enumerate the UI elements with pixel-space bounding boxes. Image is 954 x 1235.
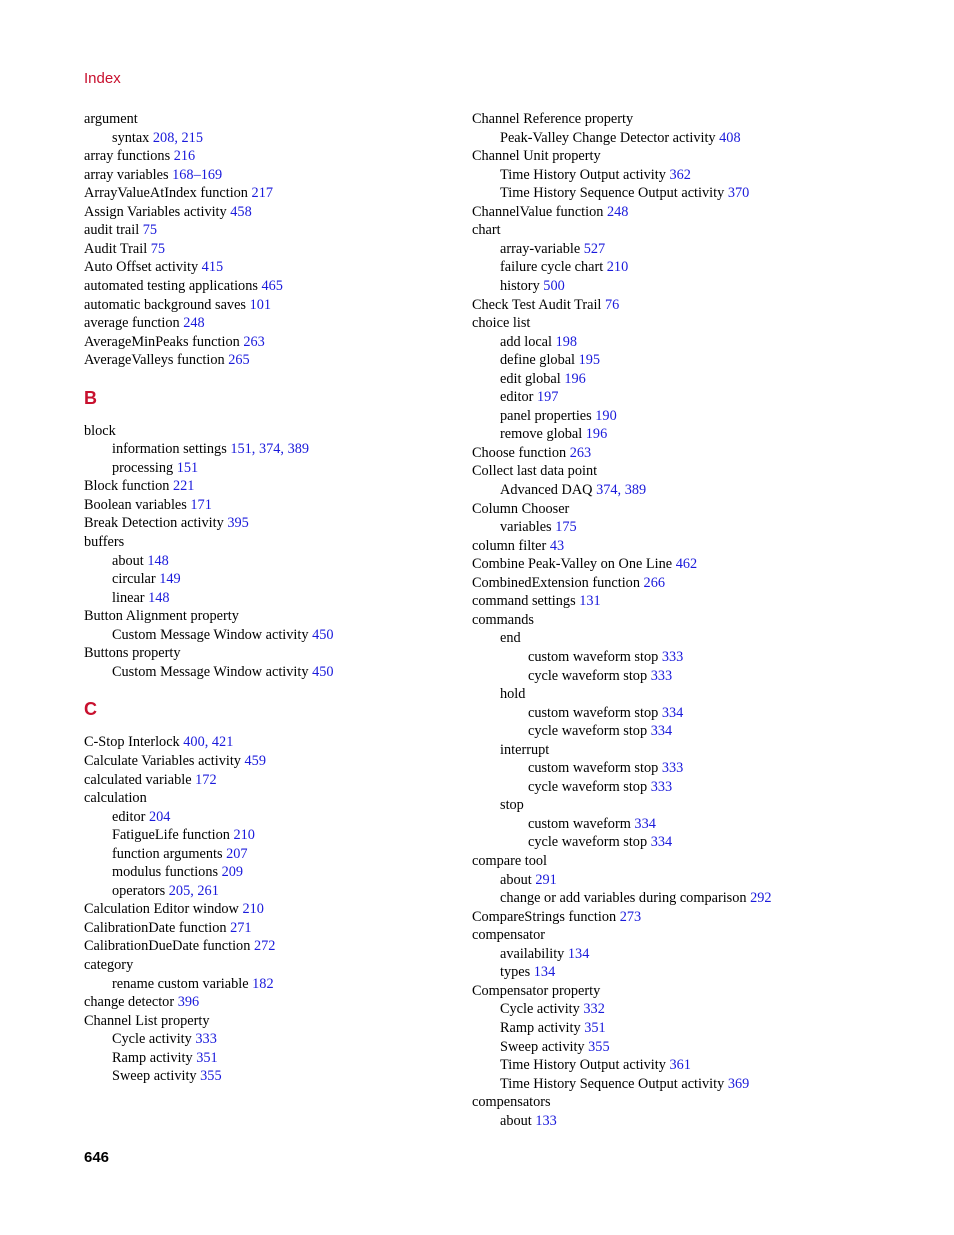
index-term: average function: [84, 315, 180, 332]
index-term: argument: [84, 111, 138, 127]
index-entry: [500, 741, 549, 759]
index-term: stop: [500, 797, 524, 814]
page-link[interactable]: 408: [719, 129, 741, 146]
index-term: Time History Output activity: [500, 1057, 666, 1074]
index-term: Sweep activity: [112, 1068, 197, 1085]
running-header: Index: [84, 70, 121, 87]
index-term: processing: [112, 459, 174, 476]
index-term: change or add variables during comparison: [500, 890, 747, 907]
index-term: CompareStrings function: [472, 908, 617, 925]
index-term: hold: [500, 686, 526, 703]
page-link[interactable]: 400: [183, 734, 205, 751]
page-link[interactable]: 215: [181, 129, 203, 146]
page-link[interactable]: 221: [172, 478, 195, 495]
page-link[interactable]: 465: [261, 277, 283, 294]
index-term: panel properties: [500, 407, 592, 424]
index-entry: [500, 1000, 605, 1018]
index-entry: [500, 796, 524, 814]
page-link[interactable]: 333: [661, 760, 684, 777]
page-link[interactable]: 134: [533, 964, 556, 981]
index-term: history: [500, 277, 540, 294]
page-link[interactable]: 334: [661, 704, 684, 721]
index-term: FatigueLife function: [112, 827, 230, 844]
page-link[interactable]: 248: [607, 203, 629, 220]
index-term: Calculate Variables activity: [84, 752, 241, 769]
page-link[interactable]: 272: [253, 938, 276, 955]
index-term: Custom Message Window activity: [112, 626, 309, 643]
index-term: Column Chooser: [472, 500, 570, 517]
page-link[interactable]: 362: [669, 166, 691, 183]
page-link[interactable]: 271: [230, 919, 252, 936]
index-term: chart: [472, 222, 501, 239]
page-link[interactable]: 210: [233, 827, 255, 844]
index-entry: [500, 629, 521, 647]
index-entry: [500, 1038, 610, 1056]
page-link[interactable]: 266: [643, 574, 665, 591]
index-term: calculated variable: [84, 771, 192, 788]
index-term: category: [84, 957, 134, 973]
index-term: cycle waveform stop: [528, 834, 648, 851]
index-term: Auto Offset activity: [84, 259, 199, 276]
index-entry: [528, 704, 683, 722]
index-term: array-variable: [500, 240, 581, 257]
page-link[interactable]: 355: [200, 1068, 222, 1085]
index-term: types: [500, 964, 531, 981]
index-term: circular: [112, 571, 156, 588]
page-link[interactable]: 351: [196, 1049, 218, 1066]
page-link[interactable]: 459: [244, 752, 266, 769]
index-term: custom waveform stop: [528, 648, 659, 665]
page-link[interactable]: 351: [584, 1019, 606, 1036]
index-entry: [500, 333, 577, 351]
index-entry: [500, 1056, 691, 1074]
page-link[interactable]: 292: [750, 890, 772, 907]
section-letter-b: B: [84, 387, 97, 408]
index-term: remove global: [500, 426, 583, 443]
page-link[interactable]: 248: [183, 315, 205, 332]
index-term: operators: [112, 882, 166, 899]
page-link[interactable]: 207: [226, 845, 248, 862]
index-entry: syntax 208, 215: [112, 129, 203, 146]
index-entry: [500, 240, 605, 258]
page-link[interactable]: 208: [152, 129, 175, 146]
page-link[interactable]: 204: [148, 808, 171, 825]
index-term: choice list: [472, 315, 531, 332]
index-term: Compensator property: [472, 982, 601, 999]
page-link[interactable]: 333: [661, 648, 684, 665]
index-term: Channel Reference property: [472, 111, 634, 127]
index-term: about: [112, 552, 144, 569]
index-term: function arguments: [112, 845, 223, 862]
index-term: editor: [112, 808, 146, 825]
index-term: edit global: [500, 370, 561, 387]
index-entry: [528, 778, 672, 796]
section-letter-c: C: [84, 699, 97, 720]
page-link[interactable]: 198: [555, 333, 578, 350]
index-entry: [472, 110, 633, 128]
index-entry: [472, 147, 601, 165]
index-term: Ramp activity: [112, 1049, 193, 1066]
index-term: Time History Output activity: [500, 166, 666, 183]
index-entry: [500, 166, 691, 184]
page-link[interactable]: 168–169: [172, 166, 223, 183]
page-link[interactable]: 76: [604, 296, 620, 313]
index-entry: [472, 221, 501, 239]
page-number: 646: [84, 1149, 110, 1166]
index-entry: [500, 258, 628, 276]
index-term: command settings: [472, 593, 576, 610]
page-link[interactable]: 131: [579, 593, 601, 610]
index-term: variables: [500, 519, 552, 536]
index-term: array functions: [84, 148, 171, 165]
index-entry: [472, 500, 569, 518]
page-link[interactable]: 151: [176, 459, 199, 476]
page-link[interactable]: 175: [555, 519, 577, 536]
index-entry: [472, 852, 547, 870]
index-term: Sweep activity: [500, 1038, 585, 1055]
page-link[interactable]: 210: [242, 901, 264, 918]
index-entry: information settings 151, 374, 389: [112, 441, 310, 458]
index-term: Check Test Audit Trail: [472, 296, 602, 313]
index-entry: [500, 685, 525, 703]
index-entry: [500, 425, 607, 443]
index-term: AverageMinPeaks function: [84, 333, 240, 350]
index-entry: [500, 518, 577, 536]
index-term: failure cycle chart: [500, 259, 604, 276]
index-term: ArrayValueAtIndex function: [84, 185, 248, 202]
index-term: cycle waveform stop: [528, 667, 648, 684]
page-link[interactable]: 361: [669, 1057, 691, 1074]
index-term: linear: [112, 589, 145, 606]
page-link[interactable]: 209: [221, 864, 244, 881]
page-link[interactable]: 196: [564, 370, 586, 387]
page-link[interactable]: 421: [211, 734, 234, 751]
page-link[interactable]: 415: [201, 259, 224, 276]
index-term: about: [500, 871, 532, 888]
index-term: Boolean variables: [84, 496, 187, 513]
index-term: buffers: [84, 534, 125, 550]
index-term: cycle waveform stop: [528, 778, 648, 795]
index-term: Time History Sequence Output activity: [500, 185, 725, 202]
page-link[interactable]: 458: [230, 203, 252, 220]
index-term: CalibrationDate function: [84, 919, 227, 936]
index-entry: [500, 945, 589, 963]
page-link[interactable]: 263: [243, 333, 265, 350]
index-term: end: [500, 630, 521, 647]
index-term: audit trail: [84, 222, 140, 239]
index-term: compare tool: [472, 853, 548, 869]
index-entry: [472, 574, 665, 592]
page-link[interactable]: 395: [227, 515, 249, 532]
page-link[interactable]: 263: [569, 444, 592, 461]
index-term: add local: [500, 333, 553, 350]
index-entry: [472, 203, 628, 221]
index-entry: [500, 277, 565, 295]
index-term: Assign Variables activity: [84, 203, 227, 220]
index-term: calculation: [84, 790, 147, 807]
index-term: Channel List property: [84, 1012, 210, 1029]
page-link[interactable]: 75: [142, 222, 158, 239]
page-link[interactable]: 172: [195, 771, 217, 788]
page-link[interactable]: 332: [583, 1001, 605, 1018]
index-entry: C-Stop Interlock 400, 421: [84, 734, 234, 751]
index-entry: [472, 592, 601, 610]
index-entry: [500, 129, 741, 147]
page-link[interactable]: 396: [177, 994, 200, 1011]
index-entry: [500, 1075, 749, 1093]
index-entry: [472, 314, 530, 332]
index-entry: [528, 833, 672, 851]
index-term: information settings: [112, 441, 227, 458]
page-link[interactable]: 273: [619, 908, 642, 925]
index-term: automatic background saves: [84, 296, 246, 313]
index-entry: [472, 537, 564, 555]
index-entry: [528, 667, 672, 685]
page-link[interactable]: 333: [650, 667, 673, 684]
index-term: block: [84, 422, 116, 439]
page-link[interactable]: 333: [195, 1031, 217, 1048]
index-entry: Advanced DAQ 374, 389: [500, 482, 647, 498]
index-term: automated testing applications: [84, 277, 258, 294]
index-entry: [500, 889, 772, 907]
index-term: compensators: [472, 1094, 551, 1111]
index-entry: [500, 871, 557, 889]
page-link[interactable]: 389: [287, 441, 310, 458]
page-link[interactable]: 148: [148, 589, 170, 606]
page-link[interactable]: 374: [258, 441, 281, 458]
index-entry: [500, 388, 558, 406]
index-term: ChannelValue function: [472, 203, 604, 220]
page-link[interactable]: 151: [230, 441, 252, 458]
page-link[interactable]: 370: [727, 185, 750, 202]
index-term: array variables: [84, 166, 169, 183]
page-link[interactable]: 291: [535, 871, 557, 888]
index-entry: [500, 1019, 606, 1037]
page-link[interactable]: 190: [595, 407, 617, 424]
index-entry: [472, 1093, 551, 1111]
index-entry: [472, 982, 600, 1000]
index-term: cycle waveform stop: [528, 723, 648, 740]
page-link[interactable]: 500: [543, 277, 565, 294]
page-link[interactable]: 369: [727, 1075, 750, 1092]
index-entry: [472, 611, 534, 629]
index-term: define global: [500, 352, 576, 369]
index-term: CombinedExtension function: [472, 574, 640, 591]
index-term: custom waveform stop: [528, 760, 659, 777]
index-term: C-Stop Interlock: [84, 734, 180, 751]
index-entry: [472, 908, 641, 926]
index-entry: [472, 462, 597, 480]
index-entry: [528, 815, 656, 833]
page-link[interactable]: 374: [596, 482, 618, 498]
index-term: column filter: [472, 537, 547, 554]
page-link[interactable]: 43: [549, 537, 565, 554]
index-term: Buttons property: [84, 645, 181, 662]
page-link[interactable]: 195: [578, 352, 601, 369]
index-term: syntax: [112, 129, 150, 146]
page-link[interactable]: 196: [585, 426, 608, 443]
index-entry: [472, 926, 545, 944]
index-term: Button Alignment property: [84, 608, 239, 625]
page-link[interactable]: 210: [606, 259, 629, 276]
index-term: change detector: [84, 994, 175, 1011]
index-term: availability: [500, 945, 565, 962]
index-entry: [472, 555, 697, 573]
index-entry: [500, 184, 749, 202]
page-link[interactable]: 462: [675, 556, 698, 573]
page-link[interactable]: 149: [159, 571, 181, 588]
index-term: rename custom variable: [112, 975, 249, 992]
index-term: Cycle activity: [112, 1031, 192, 1048]
index-entry: [528, 759, 683, 777]
index-term: Block function: [84, 478, 170, 495]
page-link[interactable]: 148: [147, 552, 169, 569]
page-link[interactable]: 261: [197, 882, 219, 899]
page-link[interactable]: 101: [249, 296, 272, 313]
index-term: Peak-Valley Change Detector activity: [500, 129, 716, 146]
page-link[interactable]: 355: [588, 1038, 610, 1055]
page-link[interactable]: 334: [634, 815, 656, 832]
index-term: custom waveform: [528, 815, 631, 832]
page-link[interactable]: 171: [190, 496, 212, 513]
page-link[interactable]: 133: [535, 1112, 557, 1129]
page-link[interactable]: 333: [650, 778, 673, 795]
index-term: Choose function: [472, 444, 567, 461]
index-term: Audit Trail: [84, 240, 148, 257]
index-entry: [528, 722, 672, 740]
page-link[interactable]: 75: [150, 240, 166, 257]
index-entry: [500, 1112, 557, 1130]
index-entry: [472, 296, 619, 314]
index-term: Time History Sequence Output activity: [500, 1075, 725, 1092]
index-term: about: [500, 1112, 532, 1129]
index-entry: operators 205, 261: [112, 882, 219, 899]
index-entry: [500, 370, 586, 388]
index-term: compensator: [472, 927, 546, 944]
page-link[interactable]: 450: [312, 626, 334, 643]
index-term: Advanced DAQ: [500, 482, 593, 498]
index-term: Custom Message Window activity: [112, 663, 309, 680]
page-link[interactable]: 334: [650, 723, 673, 740]
page-link[interactable]: 389: [624, 482, 647, 498]
index-term: Ramp activity: [500, 1019, 581, 1036]
index-term: Channel Unit property: [472, 148, 601, 165]
page-link[interactable]: 205: [168, 882, 191, 899]
page-link[interactable]: 182: [252, 975, 274, 992]
index-entry: [500, 407, 617, 425]
index-term: Collect last data point: [472, 463, 598, 480]
page-link[interactable]: 334: [650, 834, 673, 851]
index-term: interrupt: [500, 741, 550, 758]
page-link[interactable]: 265: [228, 352, 250, 369]
index-term: Cycle activity: [500, 1001, 580, 1018]
index-entry: [472, 444, 591, 462]
page-link[interactable]: 217: [251, 185, 273, 202]
page-link[interactable]: 527: [583, 240, 606, 257]
index-term: custom waveform stop: [528, 704, 659, 721]
index-term: CalibrationDueDate function: [84, 938, 251, 955]
page-link[interactable]: 134: [567, 945, 590, 962]
index-term: editor: [500, 389, 534, 406]
index-entry: [528, 648, 683, 666]
page-link[interactable]: 450: [312, 663, 334, 680]
index-term: Combine Peak-Valley on One Line: [472, 556, 673, 573]
page-link[interactable]: 197: [536, 389, 559, 406]
page-link[interactable]: 216: [173, 148, 196, 165]
index-term: Calculation Editor window: [84, 901, 239, 918]
index-term: AverageValleys function: [84, 352, 225, 369]
index-entry: [500, 351, 600, 369]
index-term: Break Detection activity: [84, 515, 224, 532]
index-term: modulus functions: [112, 864, 219, 881]
index-term: commands: [472, 611, 534, 628]
index-entry: [500, 963, 555, 981]
